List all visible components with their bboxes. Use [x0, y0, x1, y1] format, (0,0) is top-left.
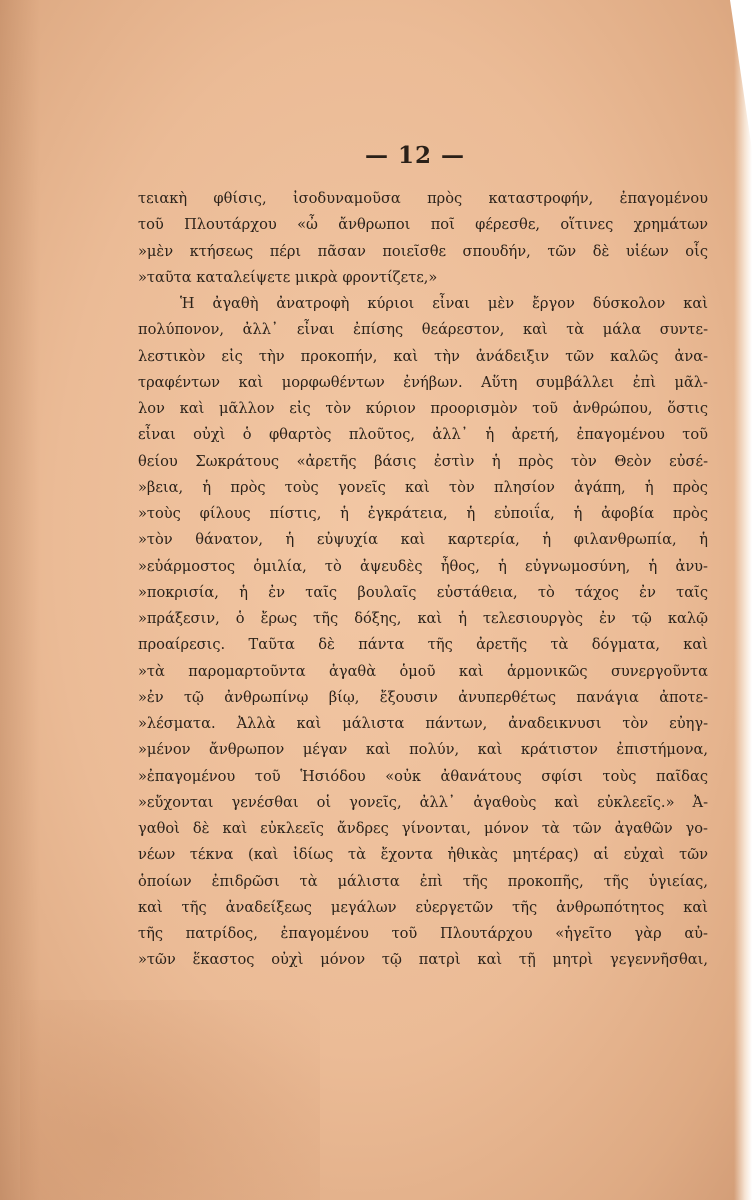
- text-line: »εὔχονται γενέσθαι οἱ γονεῖς, ἀλλ᾽ ἀγαθοὺς καὶ εὐκλεεῖς.» Ἀ-: [138, 793, 708, 811]
- text-line: »μένον ἄνθρωπον μέγαν καὶ πολύν, καὶ κράτιστον ἐπιστήμονα,: [138, 741, 708, 759]
- text-line: »ποκρισία, ἡ ἐν ταῖς βουλαῖς εὐστάθεια, τὸ τάχος ἐν ταῖς: [138, 583, 708, 601]
- text-line: τῆς πατρίδος, ἐπαγομένου τοῦ Πλουτάρχου «ἡγεῖτο γὰρ αὐ-: [138, 925, 708, 942]
- text-line: προαίρεσις. Ταῦτα δὲ πάντα τῆς ἀρετῆς τὰ δόγματα, καὶ: [138, 636, 708, 654]
- text-line: πολύπονον, ἀλλ᾽ εἶναι ἐπίσης θεάρεστον, καὶ τὰ μάλα συντε-: [138, 321, 708, 339]
- text-line: »τὰ παρομαρτοῦντα ἀγαθὰ ὁμοῦ καὶ ἁρμονικῶς συνεργοῦντα: [138, 662, 708, 680]
- text-line: »ἐν τῷ ἀνθρωπίνῳ βίῳ, ἔξουσιν ἀνυπερθέτως πανάγια ἀποτε-: [138, 688, 708, 706]
- text-line: θείου Σωκράτους «ἀρετῆς βάσις ἐστὶν ἡ πρὸς τὸν Θεὸν εὐσέ-: [138, 452, 708, 470]
- body-text: [138, 186, 708, 974]
- text-line: καὶ τῆς ἀναδείξεως μεγάλων εὐεργετῶν τῆς ἀνθρωπότητος καὶ: [138, 898, 708, 916]
- text-line: »τῶν ἕκαστος οὐχὶ μόνον τῷ πατρὶ καὶ τῇ μητρὶ γεγεννῆσθαι,: [138, 951, 708, 969]
- text-line: τραφέντων καὶ μορφωθέντων ἐνήβων. Αὕτη συμβάλλει ἐπὶ μᾶλ-: [138, 373, 708, 391]
- text-line: »τὸν θάνατον, ἡ εὐψυχία καὶ καρτερία, ἡ φιλανθρωπία, ἡ: [138, 531, 708, 549]
- text-line: »τοὺς φίλους πίστις, ἡ ἐγκράτεια, ἡ εὐποιΐα, ἡ ἀφοβία πρὸς: [138, 505, 708, 522]
- text-line: »λέσματα. Ἀλλὰ καὶ μάλιστα πάντων, ἀναδεικνυσι τὸν εὐηγ-: [138, 715, 708, 732]
- text-line: γαθοὶ δὲ καὶ εὐκλεεῖς ἄνδρες γίνονται, μόνον τὰ τῶν ἀγαθῶν γο-: [138, 820, 708, 837]
- text-line: Ἡ ἀγαθὴ ἀνατροφὴ κύριοι εἶναι μὲν ἔργον δύσκολον καὶ: [180, 295, 708, 312]
- text-line: ὁποίων ἐπιδρῶσι τὰ μάλιστα ἐπὶ τῆς προκοπῆς, τῆς ὑγιείας,: [138, 872, 708, 890]
- text-line: τοῦ Πλουτάρχου «ὦ ἄνθρωποι ποῖ φέρεσθε, οἵτινες χρημάτων: [138, 216, 708, 234]
- text-line: »εὐάρμοστος ὁμιλία, τὸ ἀψευδὲς ἦθος, ἡ εὐγνωμοσύνη, ἡ ἀνυ-: [138, 557, 708, 575]
- text-line: »ταῦτα καταλείψετε μικρὰ φροντίζετε,»: [138, 268, 438, 286]
- text-line: »μὲν κτήσεως πέρι πᾶσαν ποιεῖσθε σπουδήν, τῶν δὲ υἱέων οἷς: [138, 242, 708, 260]
- text-line: »ἐπαγομένου τοῦ Ἡσιόδου «οὐκ ἀθανάτους σφίσι τοὺς παῖδας: [138, 767, 708, 785]
- text-line: λεστικὸν εἰς τὴν προκοπήν, καὶ τὴν ἀνάδειξιν τῶν καλῶς ἀνα-: [138, 347, 708, 365]
- torn-right-edge: [734, 0, 752, 1200]
- text-line: λον καὶ μᾶλλον εἰς τὸν κύριον προορισμὸν τοῦ ἀνθρώπου, ὅστις: [138, 400, 708, 417]
- text-line: »βεια, ἡ πρὸς τοὺς γονεῖς καὶ τὸν πλησίον ἀγάπη, ἡ πρὸς: [138, 478, 708, 496]
- text-line: »πράξεσιν, ὁ ἔρως τῆς δόξης, καὶ ἡ τελεσιουργὸς ἐν τῷ καλῷ: [138, 610, 708, 627]
- text-line: εἶναι οὐχὶ ὁ φθαρτὸς πλοῦτος, ἀλλ᾽ ἡ ἀρετή, ἐπαγομένου τοῦ: [138, 426, 708, 444]
- paper-stain: [20, 1000, 320, 1200]
- page-number: — 12 —: [364, 142, 466, 169]
- text-line: τειακὴ φθίσις, ἰσοδυναμοῦσα πρὸς καταστροφήν, ἐπαγομένου: [138, 190, 708, 207]
- torn-top-corner: [730, 0, 752, 150]
- text-line: νέων τέκνα (καὶ ἰδίως τὰ ἔχοντα ἠθικὰς μητέρας) αἱ εὐχαὶ τῶν: [138, 846, 708, 864]
